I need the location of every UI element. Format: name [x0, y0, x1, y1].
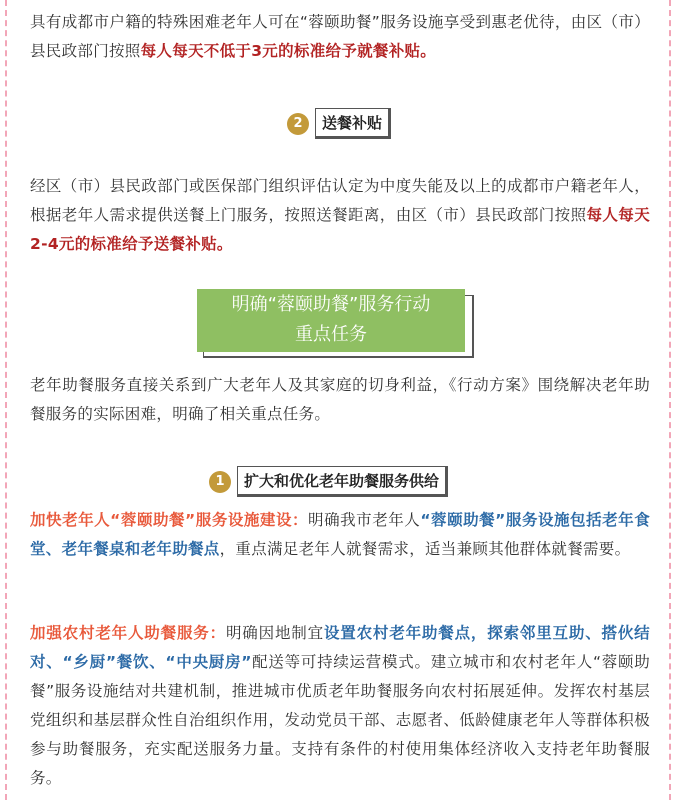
delivery-text: 经区（市）县民政部门或医保部门组织评估认定为中度失能及以上的成都市户籍老年人，根据老年人需求提供送餐上门服务，按照送餐距离，由区（市）县民政部门按照 — [30, 177, 650, 224]
delivery-highlight: 每人每天2-4元的标准给予送餐补贴。 — [30, 206, 650, 253]
banner-title — [197, 289, 465, 352]
left-dashed-border — [5, 0, 7, 800]
number-badge: 1 — [209, 471, 231, 493]
build-highlight: “蓉颐助餐”服务设施包括老年食堂、老年餐桌和老年助餐点 — [30, 511, 651, 558]
rural-text-2: 配送等可持续运营模式。建立城市和农村老年人“蓉颐助餐”服务设施结对共建机制，推进城市优质老年助餐服务向农村拓展延伸。发挥农村基层党组织和基层群众性自治组织作用，发动党员干部、志愿者、低龄健康老年人等群体积极参与助餐服务，充实配送服务力量。支持有条件的村使用集体经济收入支持老年助餐服务。 — [30, 653, 650, 787]
subheading-delivery — [287, 108, 391, 139]
number-badge: 2 — [287, 113, 309, 135]
banner-line-1: 明确“蓉颐助餐”服务行动 — [231, 294, 431, 315]
build-text-2: ，重点满足老年人就餐需求，适当兼顾其他群体就餐需要。 — [219, 540, 631, 558]
intro-paragraph — [30, 8, 650, 66]
intro-text: 具有成都市户籍的特殊困难老年人可在“蓉颐助餐”服务设施享受到惠老优待，由区（市）县民政部门按照 — [30, 13, 650, 60]
build-lead: 加快老年人“蓉颐助餐”服务设施建设： — [30, 511, 309, 529]
subheading-supply — [209, 466, 448, 497]
subheading-label: 送餐补贴 — [315, 108, 391, 139]
rural-lead: 加强农村老年人助餐服务： — [30, 624, 226, 642]
tasks-text: 老年助餐服务直接关系到广大老年人及其家庭的切身利益，《行动方案》围绕解决老年助餐服务的实际困难，明确了相关重点任务。 — [30, 376, 650, 423]
delivery-paragraph — [30, 172, 650, 259]
section-banner — [197, 289, 472, 357]
rural-text-1: 明确因地制宜 — [225, 624, 324, 642]
build-text-1: 明确我市老年人 — [308, 511, 421, 529]
subheading-label: 扩大和优化老年助餐服务供给 — [237, 466, 448, 497]
right-dashed-border — [669, 0, 671, 800]
rural-highlight: 设置农村老年助餐点，探索邻里互助、搭伙结对、“乡厨”餐饮、“中央厨房” — [30, 624, 650, 671]
intro-highlight: 每人每天不低于3元的标准给予就餐补贴。 — [140, 42, 437, 60]
build-paragraph — [30, 506, 650, 564]
banner-line-2: 重点任务 — [295, 324, 367, 345]
rural-paragraph — [30, 619, 650, 793]
tasks-paragraph — [30, 371, 650, 429]
